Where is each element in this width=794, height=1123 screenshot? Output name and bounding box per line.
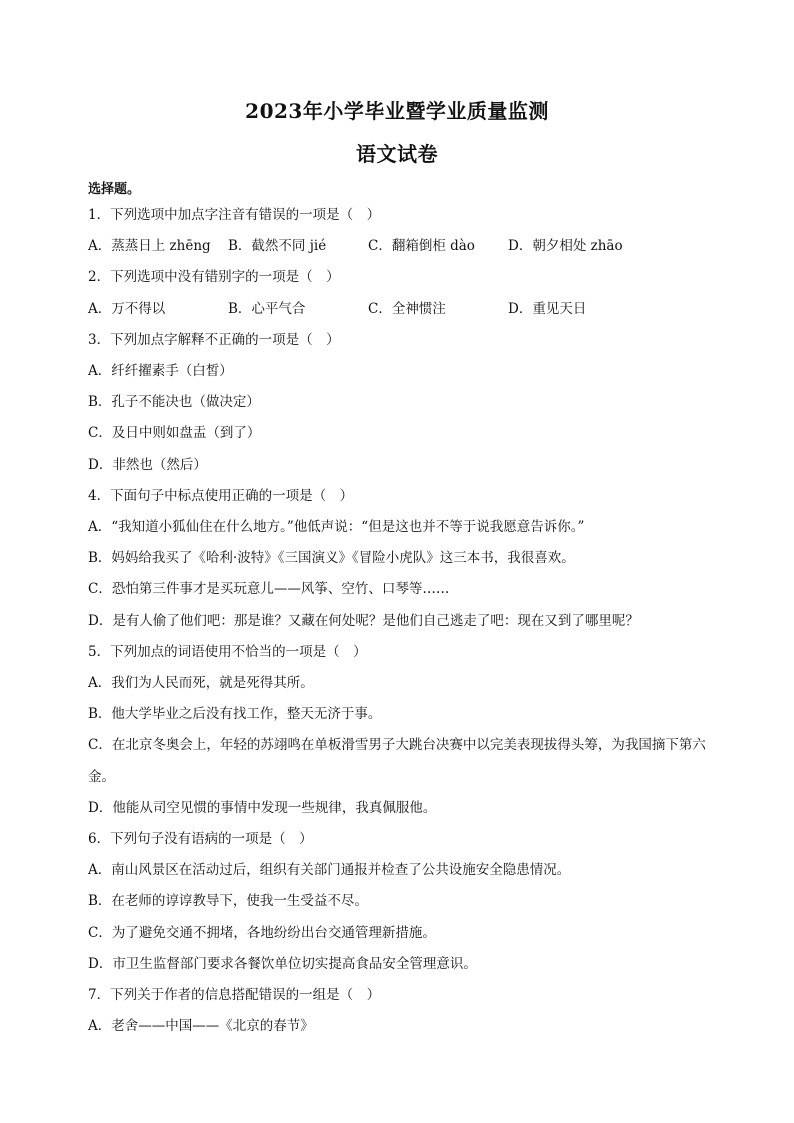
section-heading: 选择题。 [88,182,141,197]
exam-subtitle: 语文试卷 [356,142,438,166]
exam-title: 2023年小学毕业暨学业质量监测 [245,99,549,123]
question-2-option-d: D．重见天日 [508,300,587,317]
question-1-options [88,231,710,262]
question-6-option-b: B．在老师的谆谆教导下，使我一生受益不尽。 [88,893,368,910]
question-5-option-b: B．他大学毕业之后没有找工作，整天无济于事。 [88,706,382,723]
question-5-option-d: D．他能从司空见惯的事情中发现一些规律，我真佩服他。 [88,799,437,816]
question-4-stem: 4．下面句子中标点使用正确的一项是（ ） [88,487,354,504]
question-7-option-a: A．老舍——中国——《北京的春节》 [88,1018,314,1035]
question-6-option-c: C．为了避免交通不拥堵，各地纷纷出台交通管理新措施。 [88,924,436,941]
question-2-option-c: C．全神惯注 [368,300,446,317]
question-4-option-b: B．妈妈给我买了《哈利·波特》《三国演义》《冒险小虎队》这三本书，我很喜欢。 [88,550,575,567]
question-1-option-d: D．朝夕相处 zhāo [508,238,623,255]
question-6-option-a: A．南山风景区在活动过后，组织有关部门通报并检查了公共设施安全隐患情况。 [88,862,571,879]
question-3-option-b: B．孔子不能决也（做决定） [88,394,260,411]
question-1-stem: 1．下列选项中加点字注音有错误的一项是（ ） [88,207,381,223]
question-2-option-b: B．心平气合 [228,300,306,317]
question-5-option-a: A．我们为人民而死，就是死得其所。 [88,675,314,692]
question-2-option-a: A．万不得以 [88,300,166,317]
question-6-stem: 6．下列句子没有语病的一项是（ ） [88,831,313,848]
question-3-option-d: D．非然也（然后） [88,456,207,473]
question-5-stem: 5．下列加点的词语使用不恰当的一项是（ ） [88,643,367,660]
question-2-options [88,294,710,325]
question-6-option-d: D．市卫生监督部门要求各餐饮单位切实提高食品安全管理意识。 [88,955,477,972]
question-list [88,200,710,1042]
question-4-option-d: D．是有人偷了他们吧：那是谁？又藏在何处呢？是他们自己逃走了吧：现在又到了哪里呢？ [88,612,639,629]
question-3-stem: 3．下列加点字解释不正确的一项是（ ） [88,331,340,348]
question-1-option-a: A．蒸蒸日上 zhēng [88,238,211,255]
question-5-option-c: C．在北京冬奥会上，年轻的苏翊鸣在单板滑雪男子大跳台决赛中以完美表现拔得头筹，为我国摘下第六金。 [88,737,706,785]
question-1-option-c: C．翻箱倒柜 dào [368,238,475,255]
question-3-option-a: A．纤纤擢素手（白皙） [88,363,233,380]
question-3-option-c: C．及日中则如盘盂（到了） [88,425,261,442]
question-2-stem: 2．下列选项中没有错别字的一项是（ ） [88,269,340,286]
question-4-option-a: A．“我知道小狐仙住在什么地方。”他低声说：“但是这也并不等于说我愿意告诉你。” [88,519,585,536]
question-7-stem: 7．下列关于作者的信息搭配错误的一组是（ ） [88,987,381,1004]
question-4-option-c: C．恐怕第三件事才是买玩意儿——风筝、空竹、口琴等…… [88,581,450,598]
question-1-option-b: B．截然不同 jié [228,238,327,255]
